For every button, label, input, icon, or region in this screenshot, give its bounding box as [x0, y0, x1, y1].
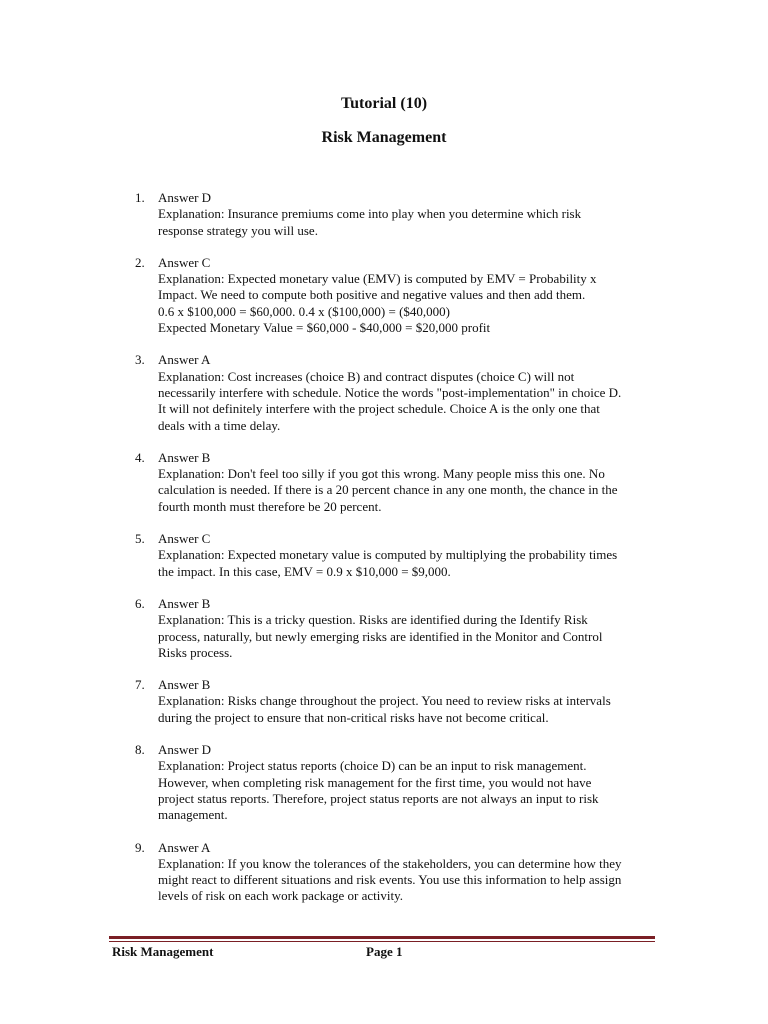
answer-item [135, 742, 655, 823]
explanation-line: Explanation: Expected monetary value is computed by multiplying the probability times [158, 547, 618, 563]
explanation-line: Explanation: Expected monetary value (EMV) is computed by EMV = Probability x [158, 271, 597, 287]
explanation-line: Expected Monetary Value = $60,000 - $40,000 = $20,000 profit [158, 320, 491, 336]
item-number: 4. [135, 449, 145, 465]
explanation-line: Explanation: Don't feel too silly if you got this wrong. Many people miss this one. No [158, 466, 605, 482]
answer-label: Answer A [158, 839, 211, 855]
answer-label: Answer D [158, 742, 212, 758]
answer-label: Answer C [158, 254, 211, 270]
item-number: 8. [135, 742, 145, 758]
answer-item [135, 840, 655, 905]
explanation-line: 0.6 x $100,000 = $60,000. 0.4 x ($100,000) = ($40,000) [158, 303, 450, 319]
answer-item [135, 255, 655, 336]
item-number: 2. [135, 254, 145, 270]
explanation-line: process, naturally, but newly emerging risks are identified in the Monitor and Control [158, 628, 603, 644]
explanation-line: Explanation: Risks change throughout the project. You need to review risks at intervals [158, 693, 611, 709]
explanation-line: It will not definitely interfere with the project schedule. Choice A is the only one that [158, 401, 600, 417]
answer-item [135, 352, 655, 433]
answer-list [135, 190, 655, 921]
item-number: 5. [135, 531, 145, 547]
explanation-line: deals with a time delay. [158, 417, 281, 433]
footer-divider-thin [109, 941, 655, 942]
footer-page-number: Page 1 [366, 944, 403, 959]
explanation-line: response strategy you will use. [158, 222, 318, 238]
answer-label: Answer B [158, 449, 211, 465]
item-number: 7. [135, 677, 145, 693]
document-title: Tutorial (10) [340, 95, 428, 112]
explanation-line: Explanation: Cost increases (choice B) and contract disputes (choice C) will not [158, 368, 575, 384]
answer-label: Answer D [158, 190, 212, 205]
footer-title: Risk Management [112, 944, 214, 959]
explanation-line: levels of risk on each work package or activity. [158, 888, 403, 904]
answer-item [135, 190, 655, 239]
explanation-line: Explanation: Insurance premiums come into play when you determine which risk [158, 206, 582, 222]
item-number: 6. [135, 595, 145, 611]
explanation-line: might react to different situations and risk events. You use this information to help assign [158, 872, 622, 888]
explanation-line: calculation is needed. If there is a 20 percent chance in any one month, the chance in the [158, 482, 618, 498]
explanation-line: necessarily interfere with schedule. Notice the words "post-implementation" in choice D. [158, 384, 622, 400]
answer-item [135, 596, 655, 661]
answer-label: Answer B [158, 677, 211, 693]
answer-item [135, 450, 655, 515]
answer-item [135, 677, 655, 726]
explanation-line: However, when completing risk management for the first time, you would not have [158, 774, 592, 790]
explanation-line: Risks process. [158, 644, 233, 660]
explanation-line: fourth month must therefore be 20 percent. [158, 498, 382, 514]
explanation-line: during the project to ensure that non-critical risks have not become critical. [158, 709, 549, 725]
item-number: 9. [135, 839, 145, 855]
answer-label: Answer B [158, 595, 211, 611]
answer-item [135, 531, 655, 580]
item-number: 3. [135, 352, 145, 368]
explanation-line: Explanation: If you know the tolerances of the stakeholders, you can determine how they [158, 855, 622, 871]
explanation-line: management. [158, 807, 228, 823]
footer-divider-thick [109, 936, 655, 939]
answer-label: Answer C [158, 531, 211, 547]
explanation-line: Impact. We need to compute both positive and negative values and then add them. [158, 287, 586, 303]
explanation-line: Explanation: This is a tricky question. Risks are identified during the Identify Risk [158, 612, 588, 628]
explanation-line: the impact. In this case, EMV = 0.9 x $10,000 = $9,000. [158, 563, 451, 579]
answer-label: Answer A [158, 352, 211, 368]
item-number: 1. [135, 190, 145, 205]
document-subtitle: Risk Management [321, 129, 447, 146]
explanation-line: project status reports. Therefore, project status reports are not always an input to risk [158, 790, 599, 806]
explanation-line: Explanation: Project status reports (choice D) can be an input to risk management. [158, 758, 587, 774]
